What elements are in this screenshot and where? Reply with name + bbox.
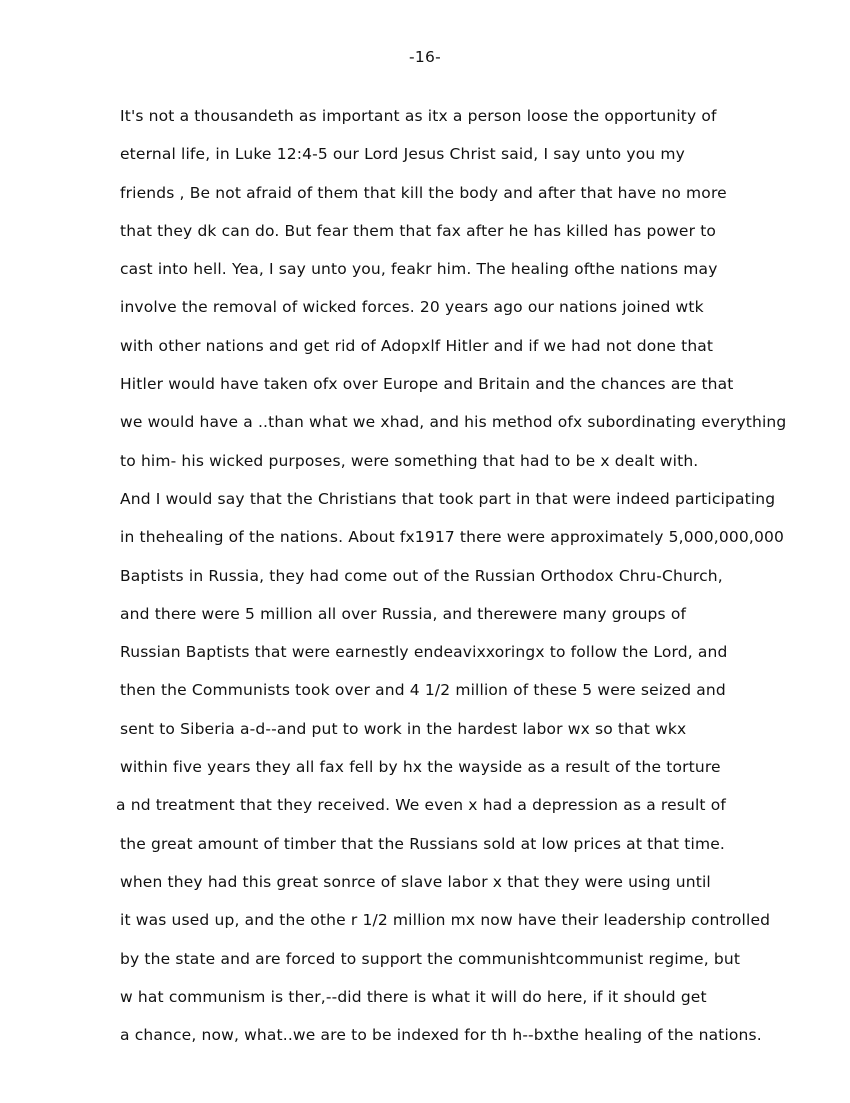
text-line: Russian Baptists that were earnestly endeavixxoringx to follow the Lord, and (120, 643, 728, 662)
page-number: -16- (408, 48, 442, 66)
text-line: and there were 5 million all over Russia, and therewere many groups of (120, 604, 687, 623)
text-line: then the Communists took over and 4 1/2 million of these 5 were seized and (120, 681, 726, 700)
text-line: Hitler would have taken ofx over Europe and Britain and the chances are that (120, 375, 734, 394)
text-line: to him- his wicked purposes, were something that had to be x dealt with. (120, 451, 699, 470)
text-line: sent to Siberia a-d--and put to work in the hardest labor wx so that wkx (120, 719, 687, 738)
text-line: within five years they all fax fell by hx the wayside as a result of the torture (120, 758, 721, 777)
text-line: a chance, now, what..we are to be indexed for th h--bxthe healing of the nations. (120, 1026, 762, 1045)
text-line: the great amount of timber that the Russians sold at low prices at that time. (120, 834, 725, 853)
text-line: eternal life, in Luke 12:4-5 our Lord Jesus Christ said, I say unto you my (120, 145, 685, 164)
text-line: that they dk can do. But fear them that fax after he has killed has power to (120, 221, 717, 240)
text-line: it was used up, and the othe r 1/2 million mx now have their leadership controlled (120, 911, 771, 930)
text-line: we would have a ..than what we xhad, and his method ofx subordinating everything (120, 413, 787, 432)
text-line: And I would say that the Christians that took part in that were indeed participating (120, 489, 776, 508)
text-line: It's not a thousandeth as important as itx a person loose the opportunity of (120, 107, 717, 125)
text-line: when they had this great sonrce of slave labor x that they were using until (120, 872, 711, 891)
text-line: friends , Be not afraid of them that kill the body and after that have no more (120, 183, 727, 202)
text-line: with other nations and get rid of Adopxlf Hitler and if we had not done that (120, 336, 714, 355)
text-line: involve the removal of wicked forces. 20 years ago our nations joined wtk (120, 298, 704, 317)
text-line: by the state and are forced to support the communishtcommunist regime, but (120, 949, 741, 968)
text-line: w hat communism is ther,--did there is what it will do here, if it should get (120, 987, 707, 1006)
text-line: cast into hell. Yea, I say unto you, feakr him. The healing ofthe nations may (120, 260, 718, 279)
body-text (116, 104, 820, 1061)
text-line: Baptists in Russia, they had come out of the Russian Orthodox Chru-Church, (120, 566, 723, 585)
text-line: in thehealing of the nations. About fx1917 there were approximately 5,000,000,000 (120, 528, 784, 547)
text-line: a nd treatment that they received. We even x had a depression as a result of (116, 796, 726, 815)
